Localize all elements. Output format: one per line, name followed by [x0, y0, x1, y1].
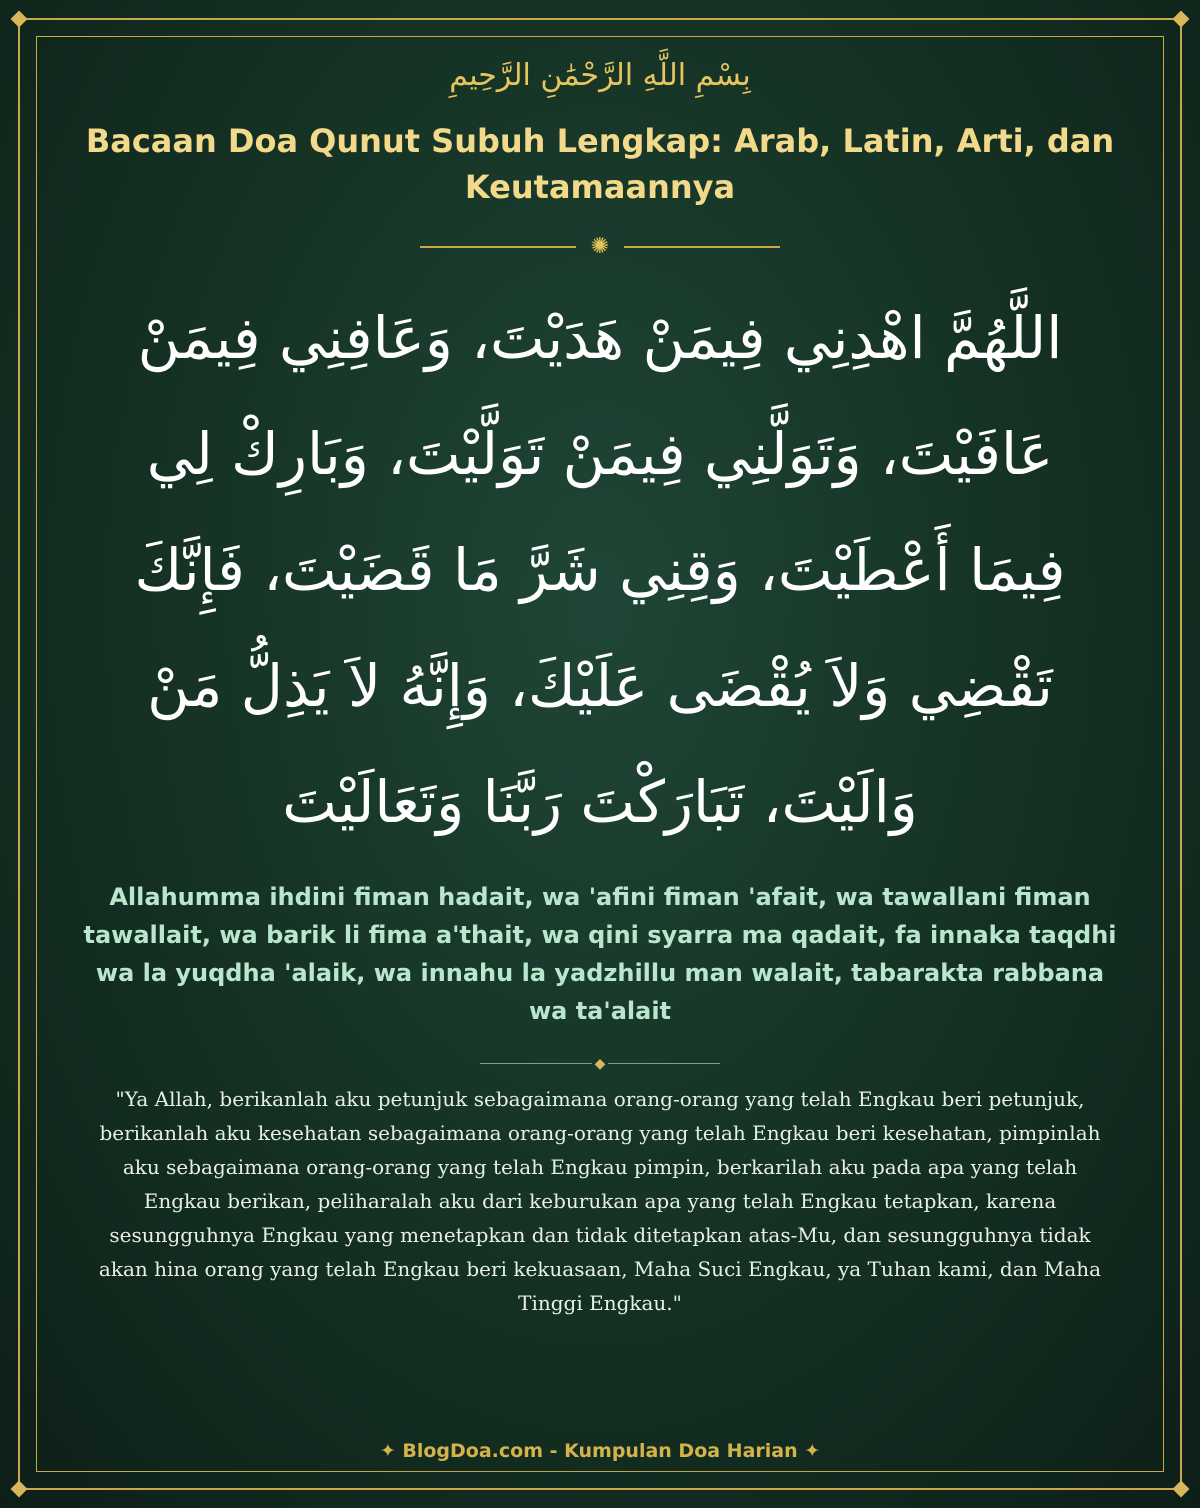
small-divider [480, 1056, 720, 1072]
footer-credit: ✦ BlogDoa.com - Kumpulan Doa Harian ✦ [379, 1440, 821, 1462]
divider-line [420, 246, 576, 248]
eight-point-star-icon: ✺ [590, 234, 610, 259]
bismillah: بِسْمِ اللَّهِ الرَّحْمَٰنِ الرَّحِيمِ [449, 58, 751, 93]
latin-transliteration: Allahumma ihdini fiman hadait, wa 'afini fiman 'afait, wa tawallani fiman tawallait, wa barik li fima a'thait, wa qini syarra ma qadait, fa innaka taqdhi wa la yuqdha 'alaik, wa innahu la yadzhillu man walait, tabarakta rabbana wa ta'alait [83, 883, 1117, 1025]
divider-line [608, 1063, 720, 1064]
ornament-divider [420, 236, 780, 258]
arabic-prayer-text: اللَّهُمَّ اهْدِنِي فِيمَنْ هَدَيْتَ، وَعَافِنِي فِيمَنْ عَافَيْتَ، وَتَوَلَّنِي فِيمَنْ تَوَلَّيْتَ، وَبَارِكْ لِي فِيمَا أَعْطَيْتَ، وَقِنِي شَرَّ مَا قَضَيْتَ، فَإِنَّكَ تَقْضِي وَلاَ يُقْضَى عَلَيْكَ، وَإِنَّهُ لاَ يَذِلُّ مَنْ وَالَيْتَ، تَبَارَكْتَ رَبَّنَا وَتَعَالَيْتَ [134, 304, 1066, 836]
divider-line [480, 1063, 592, 1064]
translation-text: "Ya Allah, berikanlah aku petunjuk sebagaimana orang-orang yang telah Engkau beri petunjuk, berikanlah aku kesehatan sebagaimana orang-orang yang telah Engkau beri kesehatan, pimpinlah aku sebagaimana orang-orang yang telah Engkau pimpin, berkarilah aku pada apa yang telah Engkau berikan, peliharalah aku dari keburukan apa yang telah Engkau tetapkan, karena sesungguhnya Engkau yang menetapkan dan tidak ditetapkan atas-Mu, dan sesungguhnya tidak akan hina orang yang telah Engkau beri kekuasaan, Maha Suci Engkau, ya Tuhan kami, dan Maha Tinggi Engkau." [98, 1087, 1102, 1315]
diamond-icon: ◆ [594, 1056, 606, 1072]
divider-line [624, 246, 780, 248]
page-title: Bacaan Doa Qunut Subuh Lengkap: Arab, Latin, Arti, dan Keutamaannya [85, 122, 1115, 206]
